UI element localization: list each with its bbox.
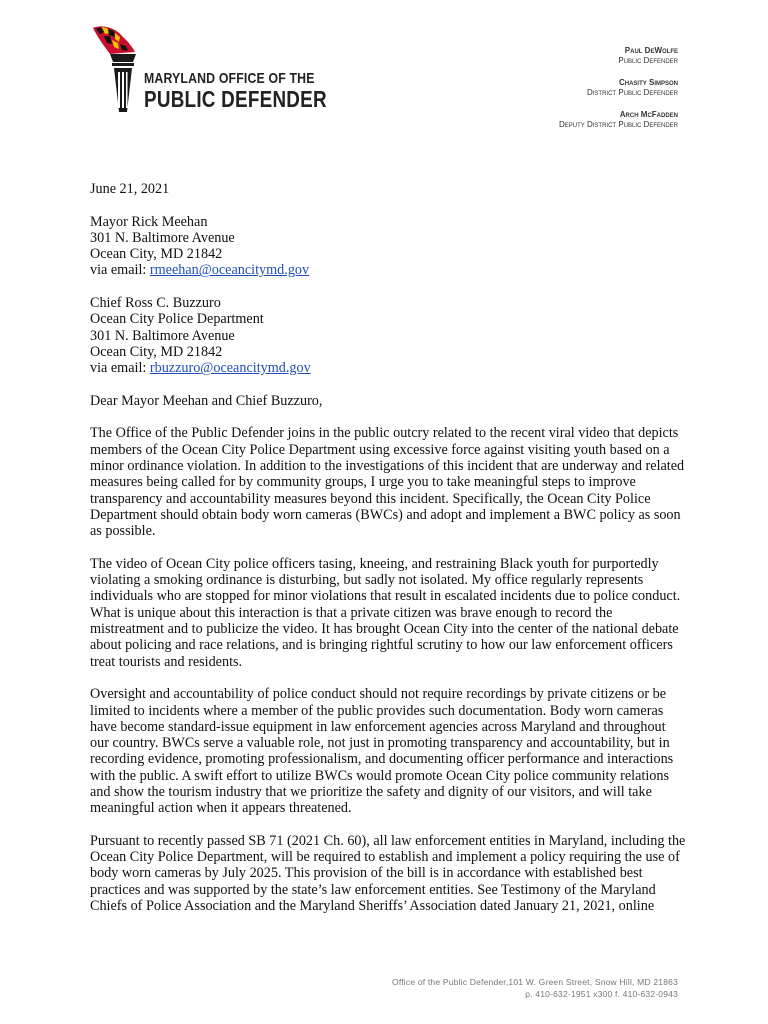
body-paragraph: Oversight and accountability of police conduct should not require recordings by private citizens or be limited to incidents where a member of the public provides such documentation. Body worn cameras have become standard-issue equipment in law enforcement agencies across Maryland and throughout our country. BWCs serve a valuable role, not just in promoting transparency and accountability, but in recording evidence, promoting professionalism, and documenting officer performance and interactions with the public. A swift effort to utilize BWCs would promote Ocean City police community relations and show the tourism industry that we prioritize the safety and dignity of our visitors, and will take meaningful action when it appears threatened. [90,686,674,817]
staff-title: District Public Defender [586,88,678,97]
salutation: Dear Mayor Meehan and Chief Buzzuro, [90,392,323,409]
email-prefix: via email: [90,360,150,377]
recipient-organization: Ocean City Police Department [90,311,264,328]
letter-date: June 21, 2021 [90,181,170,197]
staff-name: Chasity Simpson [618,78,678,87]
email-prefix: via email: [90,262,150,279]
chief-email-link[interactable]: rbuzzuro@oceancitymd.gov [149,360,311,377]
opd-logo [88,22,327,114]
mayor-email-link[interactable]: rmeehan@oceancitymd.gov [149,262,310,279]
recipient-address-line2: Ocean City, MD 21842 [90,343,223,360]
staff-title: Deputy District Public Defender [558,120,678,129]
staff-person [559,46,678,66]
recipient-address-line2: Ocean City, MD 21842 [90,246,223,263]
footer-address [392,976,678,1000]
recipient-block-chief [90,295,688,376]
recipient-name: Mayor Rick Meehan [90,213,208,230]
letter-body [90,181,688,931]
body-paragraph: The Office of the Public Defender joins in the public outcry related to the recent viral video that depicts members of the Ocean City Police Department using excessive force against visiting youth based on a minor ordinance violation. In addition to the investigations of this incident that are underway and related measures being called for by community groups, I urge you to take meaningful steps to improve transparency and accountability measures beyond this incident. Specifically, the Ocean City Police Department should obtain body worn cameras (BWCs) and adopt and implement a BWC policy as soon as possible. [90,425,685,540]
recipient-email-line [90,262,688,278]
footer-line2: p. 410-632-1951 x300 f. 410-632-0943 [525,989,678,999]
recipient-block-mayor [90,214,688,279]
body-paragraph: Pursuant to recently passed SB 71 (2021 Ch. 60), all law enforcement entities in Maryland, including the Ocean City Police Department, will be required to establish and implement a policy requiring the use of body worn cameras by July 2025. This provision of the bill is in accordance with established best practices and was supported by the state’s law enforcement entities. See Testimony of the Maryland Chiefs of Police Association and the Maryland Sheriffs’ Association dated January 21, 2021, online [90,832,686,915]
org-name-line1: MARYLAND OFFICE OF THE [144,70,315,87]
body-paragraph: The video of Ocean City police officers tasing, kneeing, and restraining Black youth for purportedly violating a smoking ordinance is disturbing, but sadly not isolated. My office regularly represents individuals who are stopped for minor violations that result in escalated incidents due to police conduct. What is unique about this interaction is that a private citizen was brave enough to record the mistreatment and to publicize the video. It has brought Ocean City into the center of the national debate about policing and race relations, and is bringing rightful scrutiny to how our law enforcement officers treat tourists and residents. [90,555,681,670]
staff-name: Arch McFadden [619,110,678,119]
org-name-line2: PUBLIC DEFENDER [144,86,327,112]
recipient-email-line [90,360,688,376]
recipient-name: Chief Ross C. Buzzuro [90,295,221,312]
staff-name: Paul DeWolfe [624,46,678,55]
recipient-address-line1: 301 N. Baltimore Avenue [90,229,235,246]
recipient-address-line1: 301 N. Baltimore Avenue [90,327,235,344]
staff-person [559,110,678,130]
footer-line1: Office of the Public Defender,101 W. Green Street, Snow Hill, MD 21863 [392,977,678,987]
staff-title: Public Defender [618,56,678,65]
staff-person [559,78,678,98]
staff-list [559,46,678,142]
torch-icon [88,22,144,114]
